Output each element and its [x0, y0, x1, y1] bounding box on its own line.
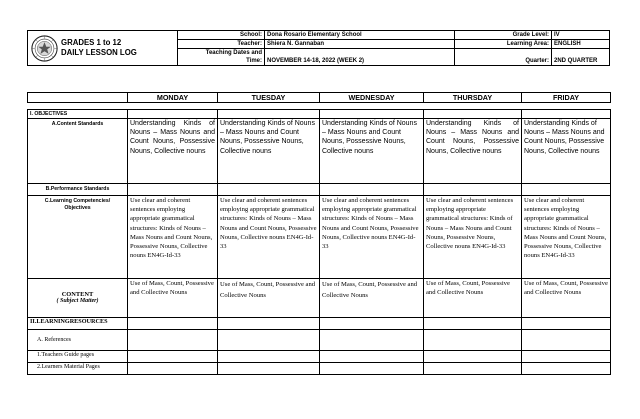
content-standard-friday: Understanding Kinds of Nouns – Mass Nouns and Count Nouns, Possessive Nouns, Collective nouns [522, 119, 611, 184]
deped-seal-icon [31, 35, 58, 62]
content-standard-monday: Understanding Kinds of Nouns – Mass Nouns and Count Nouns, Possessive Nouns, Collective nouns [128, 119, 218, 184]
quarter-value: 2ND QUARTER [552, 49, 610, 66]
header-table [27, 30, 610, 66]
school-value: Dona Rosario Elementary School [265, 31, 455, 40]
area-value: ENGLISH [552, 40, 610, 49]
spacer-row [28, 103, 611, 110]
dates-value: NOVEMBER 14-18, 2022 (WEEK 2) [265, 49, 455, 66]
competencies-label [28, 196, 128, 279]
day-thursday: THURSDAY [424, 93, 522, 103]
performance-standards-row [28, 184, 611, 196]
day-wednesday: WEDNESDAY [320, 93, 424, 103]
day-monday: MONDAY [128, 93, 218, 103]
competency-monday: Use clear and coherent sentences employing appropriate grammatical structures: Kinds of Nouns – Mass Nouns and Count Nouns, Possessive Nouns, Collective nouns EN4G-Id-33 [128, 196, 218, 279]
content-label: CONTENT [61, 290, 94, 298]
day-header-row [28, 93, 611, 103]
content-wednesday: Use of Mass, Count, Possessive and Collective Nouns [320, 279, 424, 318]
grade-label: Grade Level: [455, 31, 552, 40]
teacher-label: Teacher: [178, 40, 265, 49]
performance-standards-label: B.Performance Standards [28, 184, 128, 196]
dates-label-2: Time: [178, 57, 265, 66]
references-label: A. References [28, 330, 128, 351]
objectives-heading-row [28, 110, 611, 119]
teacher-value: Shiera N. Gannaban [265, 40, 455, 49]
content-label-cell [28, 279, 128, 318]
competencies-label-line2: Objectives [64, 205, 91, 211]
resources-heading: II.LEARNINGRESOURCES [28, 318, 128, 330]
doc-title-line1: GRADES 1 to 12 [61, 38, 122, 47]
competency-tuesday: Use clear and coherent sentences employing appropriate grammatical structures: Kinds of Nouns – Mass Nouns and Count Nouns, Possessive Nouns, Collective nouns EN4G-Id-33 [218, 196, 320, 279]
content-standard-thursday: Understanding Kinds of Nouns – Mass Nouns and Count Nouns, Possessive Nouns, Collective nouns [424, 119, 522, 184]
lesson-grid [27, 92, 611, 375]
content-standard-tuesday: Understanding Kinds of Nouns – Mass Nouns and Count Nouns, Possessive Nouns, Collective nouns [218, 119, 320, 184]
content-friday: Use of Mass, Count, Possessive and Collective Nouns [522, 279, 611, 318]
content-sublabel: ( Subject Matter) [56, 298, 99, 304]
references-row [28, 330, 611, 351]
learners-material-row [28, 363, 611, 375]
competency-friday: Use clear and coherent sentences employing appropriate grammatical structures: Kinds of Nouns – Mass Nouns and Count Nouns, Possessive Nouns, Collective nouns EN4G-Id-33 [522, 196, 611, 279]
grade-value: IV [552, 31, 610, 40]
content-standards-row [28, 119, 611, 184]
quarter-label: Quarter: [455, 49, 552, 66]
logo-cell [28, 31, 178, 66]
area-label: Learning Area: [455, 40, 552, 49]
school-label: School: [178, 31, 265, 40]
content-thursday: Use of Mass, Count, Possessive and Collective Nouns [424, 279, 522, 318]
teachers-guide-row [28, 351, 611, 363]
competency-wednesday: Use clear and coherent sentences employing appropriate grammatical structures: Kinds of Nouns – Mass Nouns and Count Nouns, Possessive Nouns, Collective nouns EN4G-Id-33 [320, 196, 424, 279]
day-header-blank [28, 93, 128, 103]
competencies-row [28, 196, 611, 279]
content-standards-label: A.Content Standards [28, 119, 128, 184]
teachers-guide-label: 1.Teachers Guide pages [28, 351, 128, 363]
day-friday: FRIDAY [522, 93, 611, 103]
learners-material-label: 2.Learners Material Pages [28, 363, 128, 375]
resources-heading-row [28, 318, 611, 330]
doc-title-line2: DAILY LESSON LOG [61, 48, 137, 57]
content-monday: Use of Mass, Count, Possessive and Collective Nouns [128, 279, 218, 318]
content-row [28, 279, 611, 318]
content-standard-wednesday: Understanding Kinds of Nouns – Mass Nouns and Count Nouns, Possessive Nouns, Collective nouns [320, 119, 424, 184]
dates-label-1: Teaching Dates and [178, 49, 265, 58]
objectives-heading: I. OBJECTIVES [28, 110, 128, 119]
content-tuesday: Use of Mass, Count, Possessive and Collective Nouns [218, 279, 320, 318]
day-tuesday: TUESDAY [218, 93, 320, 103]
competency-thursday: Use clear and coherent sentences employing appropriate grammatical structures: Kinds of Nouns – Mass Nouns and Count Nouns, Possessive Nouns, Collective nouns EN4G-Id-33 [424, 196, 522, 279]
competencies-label-line1: C.Learning Competencies/ [44, 198, 111, 204]
